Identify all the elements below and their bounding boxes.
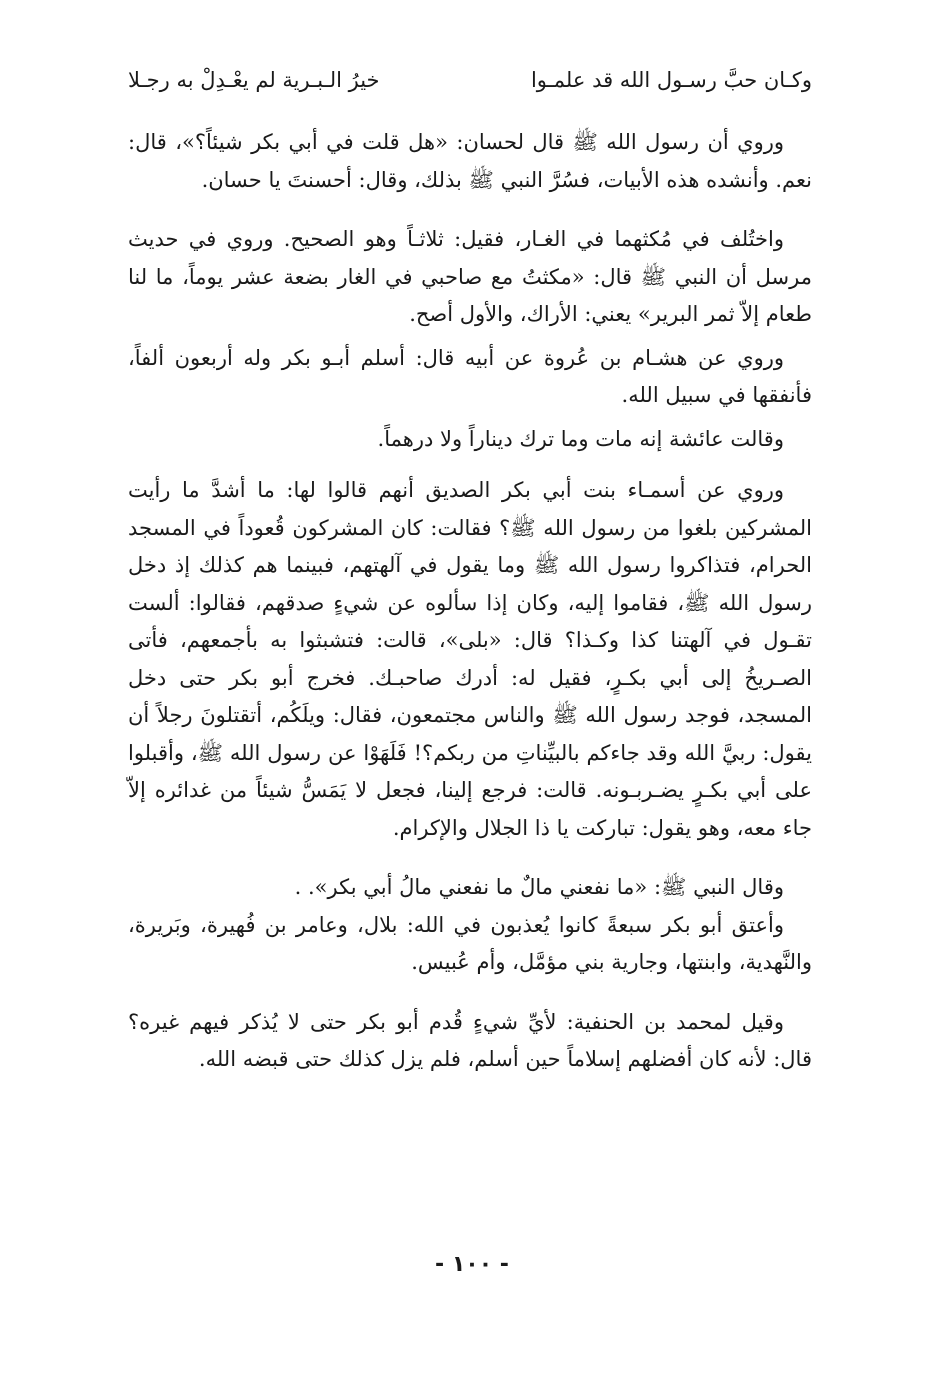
- page-number: - ١٠٠ -: [435, 1252, 509, 1277]
- poetry-verse: [128, 62, 812, 102]
- verse-hemistich-right: وكـان حبَّ رسـول الله قد علمـوا: [530, 68, 812, 92]
- paragraph-freed-slaves: وأعتق أبو بكر سبعةً كانوا يُعذبون في الله: بلال، وعامر بن فُهيرة، وبَريرة، والنَّهدية، وابنتها، وجارية بني مؤمَّل، وأم عُبيس.: [128, 912, 812, 974]
- paragraph-asma: وروي عن أسمـاء بنت أبي بكر الصديق أنهم قالوا لها: ما أشدَّ ما رأيت المشركين بلغوا من رسول الله ﷺ؟ فقالت: كان المشركون قُعوداً في المسجد الحرام، فتذاكروا رسول الله ﷺ وما يقول في آلهتهم، فبينما هم كذلك إذ دخل رسول الله ﷺ، فقاموا إليه، وكان إذا سألوه عن شيءٍ صدقهم، فقالوا: ألست تقـول في آلهتنا كذا وكـذا؟ قال: «بلى»، قالت: فتشبثوا به بأجمعهم، فأتى الصـريخُ إلى أبي بكـرٍ، فقيل له: أدرك صاحبـك. فخرج أبو بكر حتى دخل المسجد، فوجد رسول الله ﷺ والناس مجتمعون، فقال: ويلَكُم، أتقتلونَ رجلاً أن يقول: ربيَّ الله وقد جاءكم بالبيِّناتِ من ربكم؟! فَلَهَوْا عن رسول الله ﷺ، وأقبلوا على أبي بكـرٍ يضـربـونه. قالت: فرجع إلينا، فجعل لا يَمَسُّ شيئاً من غدائره إلاّ جاء معه، وهو يقول: تباركت يا ذا الجلال والإكرام.: [128, 478, 812, 840]
- page-body: [128, 62, 812, 1312]
- paragraph-cave: واختُلف في مُكثهما في الغـار، فقيل: ثلاثـاً وهو الصحيح. وروي في حديث مرسل أن النبي ﷺ قال: «مكثتُ مع صاحبي في الغار بضعة عشر يوماً، ما لنا طعام إلاّ ثمر البرير» يعني: الأراك، والأول أصح.: [128, 227, 812, 326]
- verse-hemistich-left: خيرُ الـبـرية لم يعْـدِلْ به رجـلا: [128, 68, 380, 92]
- paragraph-hisham: وروي عن هشـام بن عُروة عن أبيه قال: أسلم أبـو بكر وله أربعون ألفاً، فأنفقها في سبيل الله.: [128, 345, 812, 407]
- paragraph-prophet-saying: وقال النبي ﷺ: «ما نفعني مالٌ ما نفعني مالُ أبي بكر». .: [294, 875, 784, 899]
- paragraph-ibn-hanafiya: وقيل لمحمد بن الحنفية: لأيِّ شيءٍ قُدم أبو بكر حتى لا يُذكر فيهم غيره؟ قال: لأنه كان أفضلهم إسلاماً حين أسلم، فلم يزل كذلك حتى قبضه الله.: [128, 1009, 812, 1071]
- paragraph-aisha: وقالت عائشة إنه مات وما ترك ديناراً ولا درهماً.: [377, 426, 784, 451]
- paragraph-hassan: وروي أن رسول الله ﷺ قال لحسان: «هل قلت في أبي بكر شيئاً؟»، قال: نعم. وأنشده هذه الأبيات، فسُرَّ النبي ﷺ بذلك، وقال: أحسنتَ يا حسان.: [128, 130, 812, 192]
